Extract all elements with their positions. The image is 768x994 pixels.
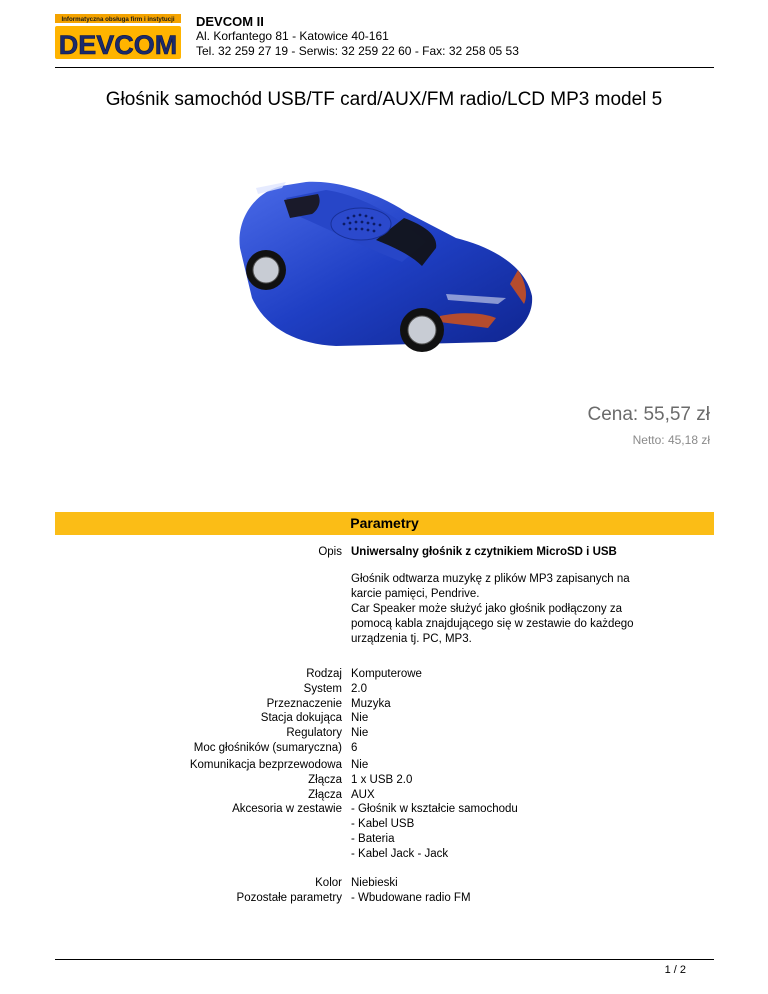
param-value: 1 x USB 2.0 bbox=[351, 773, 413, 786]
param-value: Niebieski bbox=[351, 877, 398, 889]
param-label: Moc głośników (sumaryczna) bbox=[193, 741, 342, 754]
param-value: 6 bbox=[351, 741, 358, 754]
param-value: AUX bbox=[351, 788, 375, 801]
param-opis-description bbox=[351, 572, 651, 647]
param-label: Złącza bbox=[308, 788, 342, 801]
desc-line: pomocą kabla znajdującego się w zestawie do każdego bbox=[351, 618, 634, 630]
param-group-3-labels bbox=[237, 876, 342, 906]
param-label: Rodzaj bbox=[306, 668, 342, 680]
param-label: Stacja dokująca bbox=[260, 712, 342, 725]
param-label: System bbox=[303, 682, 342, 695]
param-group-1-values bbox=[351, 667, 422, 756]
param-value: Nie bbox=[351, 727, 369, 740]
param-label: Pozostałe parametry bbox=[236, 891, 342, 904]
company-address: Al. Korfantego 81 - Katowice 40-161 bbox=[196, 29, 389, 43]
desc-line: Głośnik odtwarza muzykę z plików MP3 zapisanych na bbox=[351, 573, 630, 585]
desc-line: urządzenia tj. PC, MP3. bbox=[351, 633, 472, 645]
param-label: Komunikacja bezprzewodowa bbox=[189, 759, 342, 771]
company-contact: Tel. 32 259 27 19 - Serwis: 32 259 22 60 - Fax: 32 258 05 53 bbox=[196, 44, 519, 58]
param-label-opis: Opis bbox=[318, 546, 342, 558]
desc-line: karcie pamięci, Pendrive. bbox=[351, 588, 480, 600]
logo-text: DEVCOM bbox=[58, 30, 178, 60]
param-value: - Kabel Jack - Jack bbox=[351, 847, 449, 860]
param-label: Regulatory bbox=[286, 727, 342, 740]
company-name: DEVCOM II bbox=[196, 14, 264, 29]
param-group-3-values bbox=[351, 876, 471, 906]
param-label: Złącza bbox=[308, 773, 342, 786]
param-label: Kolor bbox=[315, 877, 342, 889]
footer-divider bbox=[55, 959, 714, 960]
product-title: Głośnik samochód USB/TF card/AUX/FM radio/LCD MP3 model 5 bbox=[105, 89, 663, 110]
param-value: - Kabel USB bbox=[351, 818, 415, 831]
param-value: Nie bbox=[351, 759, 369, 771]
param-group-2-values bbox=[351, 758, 518, 862]
logo-tagline: Informatyczna obsługa firm i instytucji bbox=[61, 16, 175, 23]
param-label: Przeznaczenie bbox=[266, 697, 342, 710]
netto-price: Netto: 45,18 zł bbox=[632, 433, 710, 447]
page-number: 1 / 2 bbox=[664, 964, 686, 976]
param-group-2-labels bbox=[190, 758, 342, 817]
header-divider bbox=[55, 67, 714, 68]
product-image bbox=[226, 178, 542, 356]
parameters-heading: Parametry bbox=[55, 512, 714, 535]
param-value: - Głośnik w kształcie samochodu bbox=[351, 803, 518, 816]
param-label: Akcesoria w zestawie bbox=[232, 803, 342, 816]
devcom-logo bbox=[55, 14, 181, 60]
param-value: Muzyka bbox=[351, 697, 391, 710]
param-value: - Bateria bbox=[351, 832, 395, 845]
param-group-1-labels bbox=[194, 667, 342, 756]
company-info bbox=[196, 14, 519, 59]
param-value: - Wbudowane radio FM bbox=[351, 891, 471, 904]
param-value: Komputerowe bbox=[351, 668, 422, 680]
param-value: Nie bbox=[351, 712, 369, 725]
desc-line: Car Speaker może służyć jako głośnik podłączony za bbox=[351, 603, 623, 615]
param-opis-title: Uniwersalny głośnik z czytnikiem MicroSD i USB bbox=[351, 546, 617, 558]
param-value: 2.0 bbox=[351, 682, 367, 695]
price: Cena: 55,57 zł bbox=[587, 404, 710, 425]
